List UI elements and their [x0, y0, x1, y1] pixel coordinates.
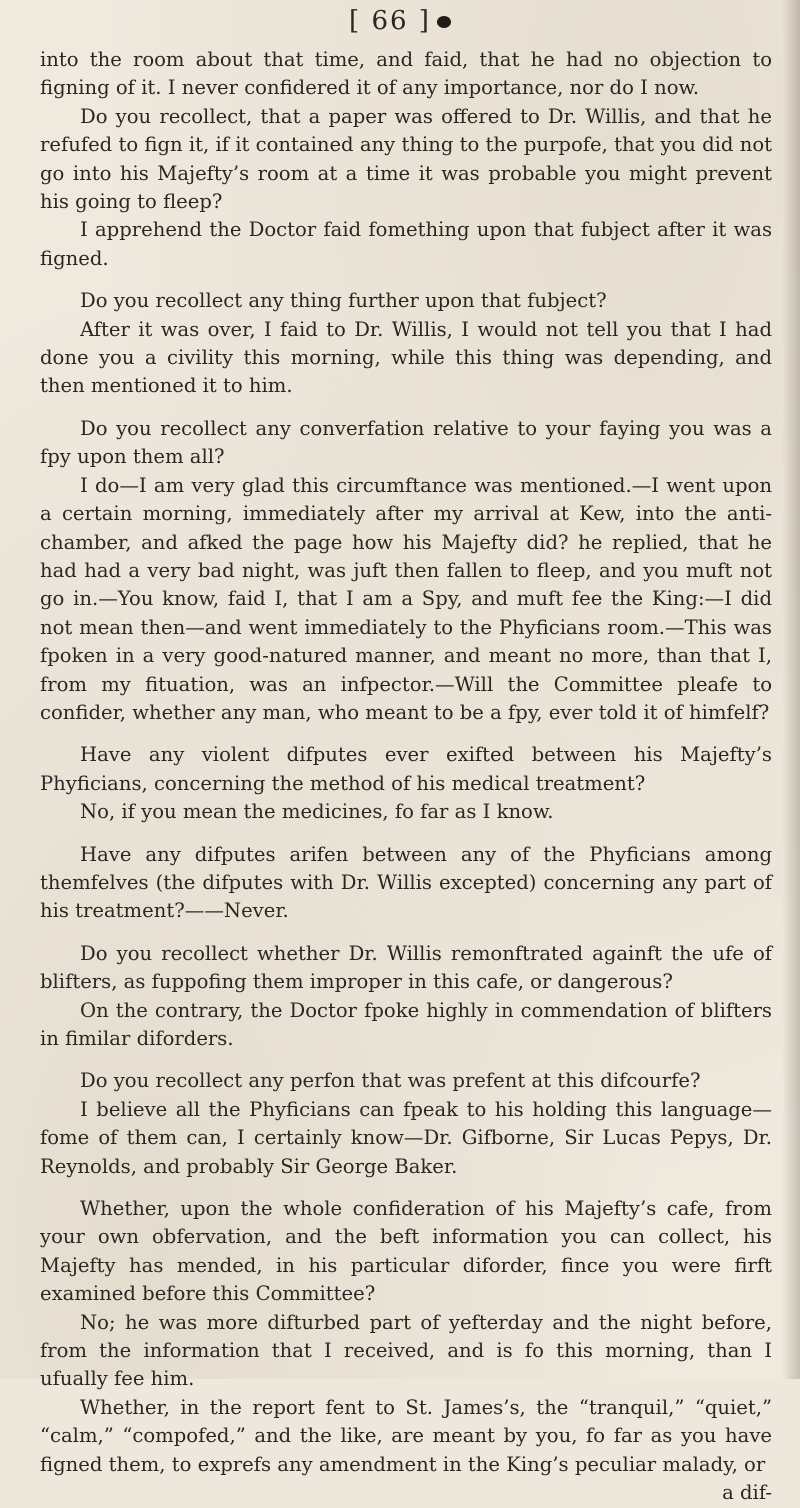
paragraph: Do you recollect, that a paper was offered to Dr. Willis, and that he refufed to fign it, if it contained any thing to the purpofe, that you did not go into his Majefty’s room at a time it was probable you might prevent his going to fleep?: [40, 104, 772, 214]
paragraph: On the contrary, the Doctor fpoke highly in commendation of blifters in fimilar diforders.: [40, 998, 772, 1050]
paragraph: No, if you mean the medicines, fo far as I know.: [80, 800, 554, 824]
page-header: [0, 6, 800, 36]
catchword: a dif-: [722, 1481, 772, 1505]
paragraph: I believe all the Phyficians can fpeak to his holding this language—fome of them can, I certainly know—Dr. Gifborne, Sir Lucas Pepys, Dr. Reynolds, and probably Sir George Baker.: [40, 1097, 772, 1178]
ink-blot: [437, 16, 451, 28]
paragraph: into the room about that time, and faid, that he had no objection to figning of it. I never confidered it of any importance, nor do I now.: [40, 48, 772, 100]
paragraph: Whether, in the report fent to St. James’s, the “tranquil,” “quiet,” “calm,” “compofed,” and the like, are meant by you, fo far as you have figned them, to exprefs any amendment in the King’s peculiar malady, or: [40, 1395, 772, 1476]
paragraph: Have any difputes arifen between any of the Phyficians among themfelves (the difputes with Dr. Willis excepted) concerning any part of his treatment?——Never.: [40, 842, 772, 923]
paragraph: I do—I am very glad this circumftance was mentioned.—I went upon a certain morning, immediately after my arrival at Kew, into the anti-chamber, and afked the page how his Majefty did? he replied, that he had had a very bad night, was juft then fallen to fleep, and you muft not go in.—You know, faid I, that I am a Spy, and muft fee the King:—I did not mean then—and went immediately to the Phyficians room.—This was fpoken in a very good-natured manner, and meant no more, than that I, from my fituation, was an infpector.—Will the Committee pleafe to confider, whether any man, who meant to be a fpy, ever told it of himfelf?: [40, 473, 772, 724]
paragraph: After it was over, I faid to Dr. Willis, I would not tell you that I had done you a civility this morning, while this thing was depending, and then mentioned it to him.: [40, 317, 772, 398]
page-edge-shadow: [782, 0, 800, 1379]
paragraph: Do you recollect any perfon that was prefent at this difcourfe?: [80, 1069, 701, 1093]
paragraph: Whether, upon the whole confideration of his Majefty’s cafe, from your own obfervation, and the beft information you can collect, his Majefty has mended, in his particular diforder, fince you were firft examined before this Committee?: [40, 1197, 772, 1306]
paragraph: Have any violent difputes ever exifted between his Majefty’s Phyficians, concerning the method of his medical treatment?: [40, 743, 772, 795]
paragraph: No; he was more difturbed part of yefterday and the night before, from the information that I received, and is fo this morning, than I ufually fee him.: [40, 1310, 772, 1391]
paragraph: Do you recollect whether Dr. Willis remonftrated againft the ufe of blifters, as fuppofing them improper in this cafe, or dangerous?: [40, 941, 772, 994]
paragraph: Do you recollect any thing further upon that fubject?: [80, 289, 607, 313]
body-text: [40, 46, 772, 1508]
paragraph: I apprehend the Doctor faid fomething upon that fubject after it was figned.: [40, 218, 772, 270]
paragraph: Do you recollect any converfation relative to your faying you was a fpy upon them all?: [40, 416, 772, 469]
page-number: [ 66 ]: [349, 6, 431, 36]
